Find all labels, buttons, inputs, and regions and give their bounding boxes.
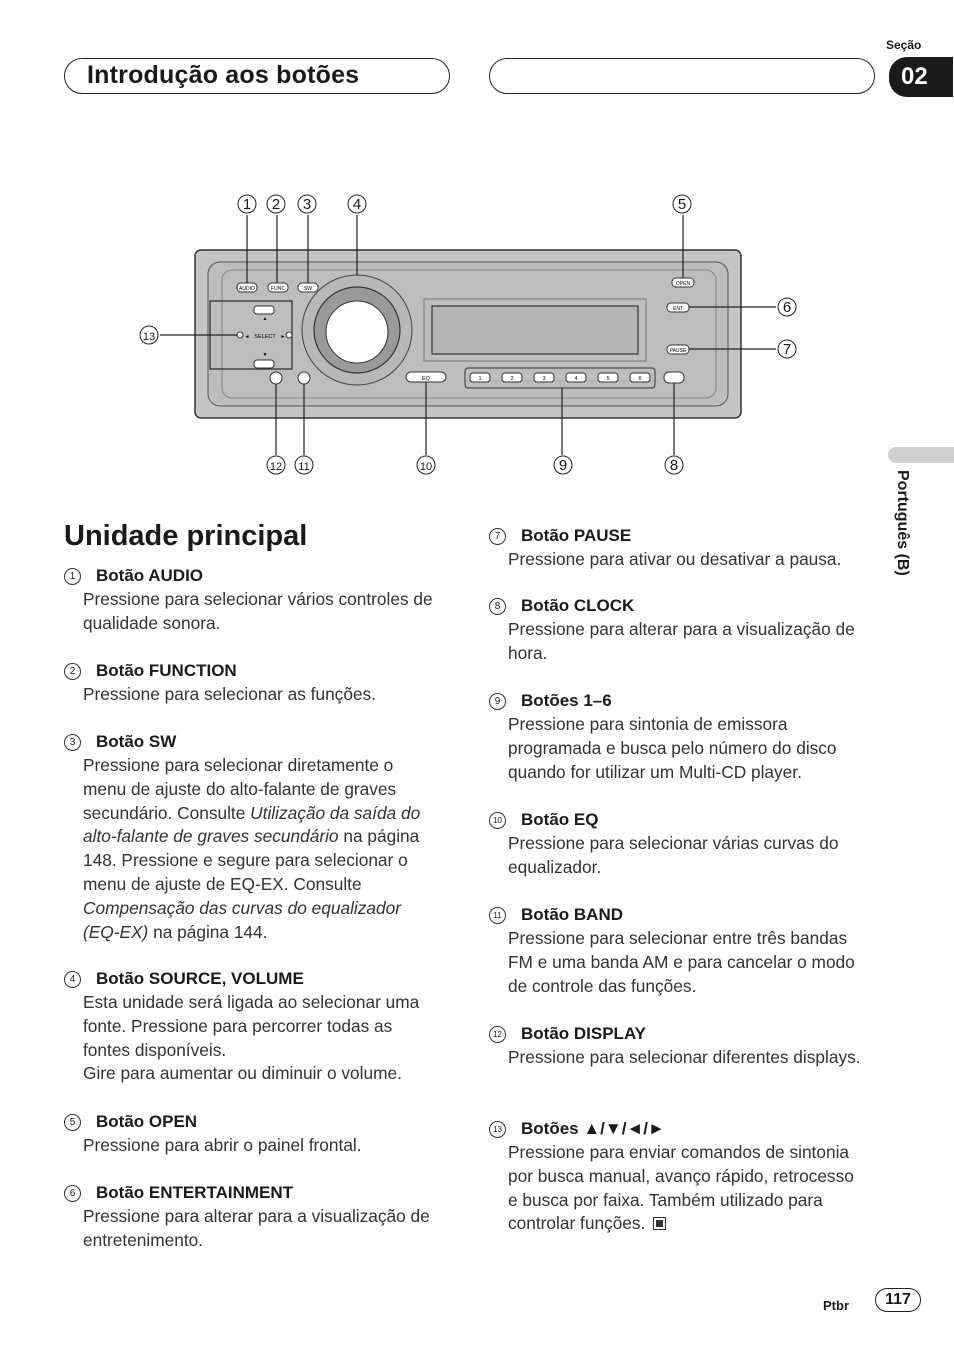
- callout-13: 13: [142, 331, 156, 343]
- item-number: 5: [64, 1114, 81, 1131]
- audio-button-label: AUDIO: [239, 286, 255, 292]
- callout-2: 2: [271, 196, 281, 213]
- ent-button-label: ENT: [673, 306, 683, 312]
- sw-button-label: SW: [303, 286, 313, 292]
- item-number: 2: [64, 663, 81, 680]
- item-body-extra: Gire para aumentar ou diminuir o volume.: [83, 1063, 402, 1084]
- item-title: Botão SOURCE, VOLUME: [96, 969, 304, 988]
- item-title: Botão SW: [96, 732, 177, 751]
- item-number: 13: [489, 1121, 506, 1138]
- section-number-badge: 02: [889, 57, 953, 97]
- language-label: Português (B): [894, 470, 911, 576]
- item-display: [489, 1022, 864, 1070]
- item-body: Pressione para selecionar as funções.: [83, 684, 376, 704]
- item-number: 11: [489, 907, 506, 924]
- item-body: Esta unidade será ligada ao selecionar uma fonte. Pressione para percorrer todas as fontes disponíveis.: [83, 992, 420, 1060]
- preset-5-label: 5: [606, 376, 610, 382]
- select-label: SELECT: [254, 334, 276, 340]
- item-entertainment: [64, 1181, 439, 1253]
- eq-button-label: EQ: [422, 376, 430, 382]
- item-title: Botão EQ: [521, 810, 599, 829]
- callout-6: 6: [782, 299, 792, 316]
- preset-2-label: 2: [510, 376, 514, 382]
- item-source-volume: [64, 967, 439, 1086]
- pause-button-label: PAUSE: [669, 348, 687, 354]
- svg-text:▲: ▲: [262, 316, 268, 322]
- item-title: Botão ENTERTAINMENT: [96, 1183, 294, 1202]
- head-unit-diagram: [0, 0, 954, 490]
- callout-12: 12: [269, 461, 283, 473]
- item-body: Pressione para sintonia de emissora programada e busca pelo número do disco quando for utilizar um Multi-CD player.: [508, 714, 837, 782]
- func-button-label: FUNC: [271, 286, 285, 292]
- item-body: Pressione para enviar comandos de sintonia por busca manual, avanço rápido, retrocesso e busca por faixa. Também utilizado para controlar funções.: [508, 1142, 854, 1234]
- item-body: Pressione para selecionar diferentes displays.: [508, 1047, 861, 1067]
- preset-4-label: 4: [574, 376, 578, 382]
- callout-7: 7: [782, 341, 792, 358]
- item-body: Pressione para alterar para a visualização de hora.: [508, 619, 855, 663]
- callout-5: 5: [677, 196, 687, 213]
- item-body: Pressione para selecionar várias curvas do equalizador.: [508, 833, 839, 877]
- item-title: Botão CLOCK: [521, 596, 635, 615]
- svg-text:►: ►: [280, 334, 286, 340]
- open-button-label: OPEN: [675, 281, 691, 287]
- item-title: Botão BAND: [521, 905, 623, 924]
- item-open: [64, 1110, 439, 1158]
- item-title: Botão PAUSE: [521, 526, 632, 545]
- item-body: Pressione para selecionar entre três bandas FM e uma banda AM e para cancelar o modo de controle das funções.: [508, 928, 855, 996]
- item-eq: [489, 808, 864, 880]
- callout-1: 1: [242, 196, 252, 213]
- item-arrows: [489, 1117, 864, 1236]
- item-audio: [64, 564, 439, 636]
- callout-4: 4: [352, 196, 362, 213]
- end-of-section-icon: [653, 1217, 666, 1230]
- item-band: [489, 903, 864, 998]
- item-number: 12: [489, 1026, 506, 1043]
- callout-10: 10: [419, 461, 433, 473]
- item-number: 4: [64, 971, 81, 988]
- footer-language-code: Ptbr: [823, 1298, 849, 1313]
- page-number: 117: [875, 1288, 921, 1312]
- preset-1-label: 1: [478, 376, 482, 382]
- item-body: Pressione para alterar para a visualização de entretenimento.: [83, 1206, 430, 1250]
- item-pause: [489, 524, 864, 572]
- item-title: Botão FUNCTION: [96, 661, 237, 680]
- item-number: 6: [64, 1185, 81, 1202]
- callout-3: 3: [302, 196, 312, 213]
- item-number: 10: [489, 812, 506, 829]
- item-body: Pressione para selecionar diretamente o menu de ajuste do alto-falante de graves secundário. Consulte Utilização da saída do alto-falante de graves secundário na página 148. Pressione e segure para selecionar o menu de ajuste de EQ-EX. Consulte Compensação das curvas do equalizador (EQ-EX) na página 144.: [83, 755, 421, 942]
- callout-11: 11: [298, 461, 310, 473]
- page-title: Introdução aos botões: [87, 61, 360, 89]
- preset-3-label: 3: [542, 376, 546, 382]
- item-number: 7: [489, 528, 506, 545]
- preset-6-label: 6: [638, 376, 642, 382]
- svg-text:◄: ◄: [244, 334, 250, 340]
- item-number: 9: [489, 693, 506, 710]
- item-title: Botão DISPLAY: [521, 1024, 647, 1043]
- item-body: Pressione para abrir o painel frontal.: [83, 1135, 362, 1155]
- item-clock: [489, 594, 864, 666]
- item-body: Pressione para selecionar vários controles de qualidade sonora.: [83, 589, 433, 633]
- section-label: Seção: [886, 38, 922, 52]
- item-title: Botões 1–6: [521, 691, 612, 710]
- callout-8: 8: [669, 457, 679, 474]
- item-sw: [64, 730, 439, 944]
- item-number: 3: [64, 734, 81, 751]
- item-title: Botão OPEN: [96, 1112, 198, 1131]
- svg-text:▼: ▼: [262, 352, 268, 358]
- item-function: [64, 659, 439, 707]
- callout-9: 9: [558, 457, 568, 474]
- item-title: Botões ▲/▼/◄/►: [521, 1119, 665, 1138]
- item-number: 8: [489, 598, 506, 615]
- item-number: 1: [64, 568, 81, 585]
- section-heading: Unidade principal: [64, 520, 308, 552]
- item-title: Botão AUDIO: [96, 566, 204, 585]
- item-presets: [489, 689, 864, 784]
- item-body: Pressione para ativar ou desativar a pausa.: [508, 549, 842, 569]
